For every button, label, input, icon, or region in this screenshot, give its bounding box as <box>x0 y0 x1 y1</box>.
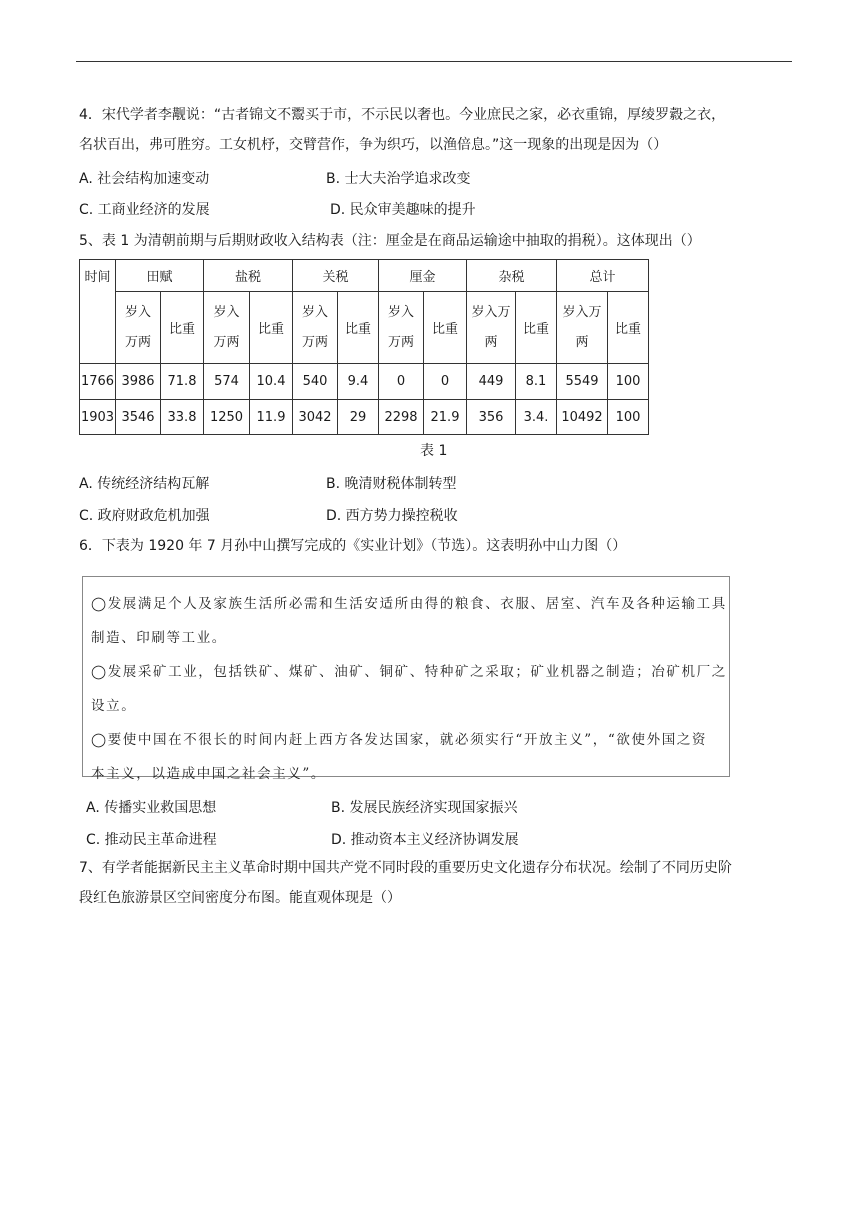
table-cell: 100 <box>608 364 649 400</box>
table-cell: 3.4. <box>516 400 557 435</box>
table-header-time: 时间 <box>80 260 116 364</box>
table-subheader-ratio: 比重 <box>516 292 557 364</box>
q6-stem: 6．下表为 1920 年 7 月孙中山撰写完成的《实业计划》（节选）。这表明孙中山力图（） <box>79 538 627 554</box>
table-header-group: 田赋 <box>116 260 204 292</box>
q5-option-c[interactable]: C. 政府财政危机加强 <box>79 508 210 524</box>
table-cell: 574 <box>204 364 250 400</box>
excerpt-line: 制造、印刷等工业。 <box>91 630 227 646</box>
table-cell: 3546 <box>116 400 161 435</box>
table-subheader-income: 岁入 万两 <box>379 292 424 364</box>
table-cell: 10.4 <box>250 364 293 400</box>
excerpt-line: ◯发展采矿工业，包括铁矿、煤矿、油矿、铜矿、特种矿之采取；矿业机器之制造；冶矿机厂之 <box>91 664 727 680</box>
q4-option-a[interactable]: A. 社会结构加速变动 <box>79 171 210 187</box>
table-header-group: 杂税 <box>467 260 557 292</box>
excerpt-line: ◯发展满足个人及家族生活所必需和生活安适所由得的粮食、衣服、居室、汽车及各种运输工具 <box>91 596 727 612</box>
table-subheader-income: 岁入 万两 <box>116 292 161 364</box>
q5-option-b[interactable]: B. 晚清财税体制转型 <box>326 476 457 492</box>
q7-stem-line1: 7、有学者能据新民主主义革命时期中国共产党不同时段的重要历史文化遗存分布状况。绘制了不同历史阶 <box>79 860 732 876</box>
q6-option-d[interactable]: D. 推动资本主义经济协调发展 <box>331 832 519 848</box>
table-subheader-ratio: 比重 <box>608 292 649 364</box>
q5-option-d[interactable]: D. 西方势力操控税收 <box>326 508 458 524</box>
table-header-group: 总计 <box>557 260 649 292</box>
table-subheader-income: 岁入万 两 <box>557 292 608 364</box>
table-cell: 11.9 <box>250 400 293 435</box>
table-cell: 449 <box>467 364 516 400</box>
table-cell-year: 1766 <box>80 364 116 400</box>
table-cell: 3042 <box>293 400 338 435</box>
table-cell: 0 <box>379 364 424 400</box>
q4-option-d[interactable]: D. 民众审美趣味的提升 <box>330 202 476 218</box>
header-rule <box>76 61 792 62</box>
table-cell: 29 <box>338 400 379 435</box>
table-subheader-ratio: 比重 <box>338 292 379 364</box>
table-cell-year: 1903 <box>80 400 116 435</box>
finance-table <box>79 259 649 435</box>
q5-stem: 5、表 1 为清朝前期与后期财政收入结构表（注：厘金是在商品运输途中抽取的捐税）。这体现出（） <box>79 233 701 249</box>
q6-option-c[interactable]: C. 推动民主革命进程 <box>86 832 217 848</box>
q7-stem-line2: 段红色旅游景区空间密度分布图。能直观体现是（） <box>79 890 401 906</box>
table-cell: 2298 <box>379 400 424 435</box>
table-cell: 10492 <box>557 400 608 435</box>
table-row <box>80 400 649 435</box>
excerpt-line: ◯要使中国在不很长的时间内赶上西方各发达国家，就必须实行“开放主义”，“欲使外国之资 <box>91 732 708 748</box>
table-cell: 71.8 <box>161 364 204 400</box>
table-subheader-ratio: 比重 <box>250 292 293 364</box>
q6-option-b[interactable]: B. 发展民族经济实现国家振兴 <box>331 800 518 816</box>
table-header-group: 关税 <box>293 260 379 292</box>
table-cell: 1250 <box>204 400 250 435</box>
q5-option-a[interactable]: A. 传统经济结构瓦解 <box>79 476 210 492</box>
table-header-group: 盐税 <box>204 260 293 292</box>
q6-option-a[interactable]: A. 传播实业救国思想 <box>86 800 217 816</box>
excerpt-line: 本主义，以造成中国之社会主义”。 <box>91 766 327 782</box>
table-subheader-ratio: 比重 <box>161 292 204 364</box>
table-caption: 表 1 <box>420 443 448 459</box>
table-cell: 3986 <box>116 364 161 400</box>
table-header-group: 厘金 <box>379 260 467 292</box>
table-subheader-ratio: 比重 <box>424 292 467 364</box>
q4-option-b[interactable]: B. 士大夫治学追求改变 <box>326 171 471 187</box>
q4-stem-line1: 4．宋代学者李觏说：“古者锦文不鬻买于市，不示民以奢也。今业庶民之家，必衣重锦，厚绫罗縠之衣， <box>79 107 726 123</box>
table-subheader-income: 岁入 万两 <box>204 292 250 364</box>
table-cell: 21.9 <box>424 400 467 435</box>
table-cell: 356 <box>467 400 516 435</box>
table-cell: 100 <box>608 400 649 435</box>
table-subheader-income: 岁入 万两 <box>293 292 338 364</box>
table-subheader-income: 岁入万 两 <box>467 292 516 364</box>
table-cell: 5549 <box>557 364 608 400</box>
industrial-plan-excerpt <box>82 576 730 782</box>
table-row <box>80 364 649 400</box>
excerpt-line: 设立。 <box>91 698 137 714</box>
q4-option-c[interactable]: C. 工商业经济的发展 <box>79 202 210 218</box>
table-cell: 540 <box>293 364 338 400</box>
table-cell: 9.4 <box>338 364 379 400</box>
table-cell: 33.8 <box>161 400 204 435</box>
q4-stem-line2: 名状百出，弗可胜穷。工女机杼，交臂营作，争为织巧，以渔倍息。”这一现象的出现是因为（） <box>79 137 668 153</box>
table-cell: 8.1 <box>516 364 557 400</box>
table-cell: 0 <box>424 364 467 400</box>
